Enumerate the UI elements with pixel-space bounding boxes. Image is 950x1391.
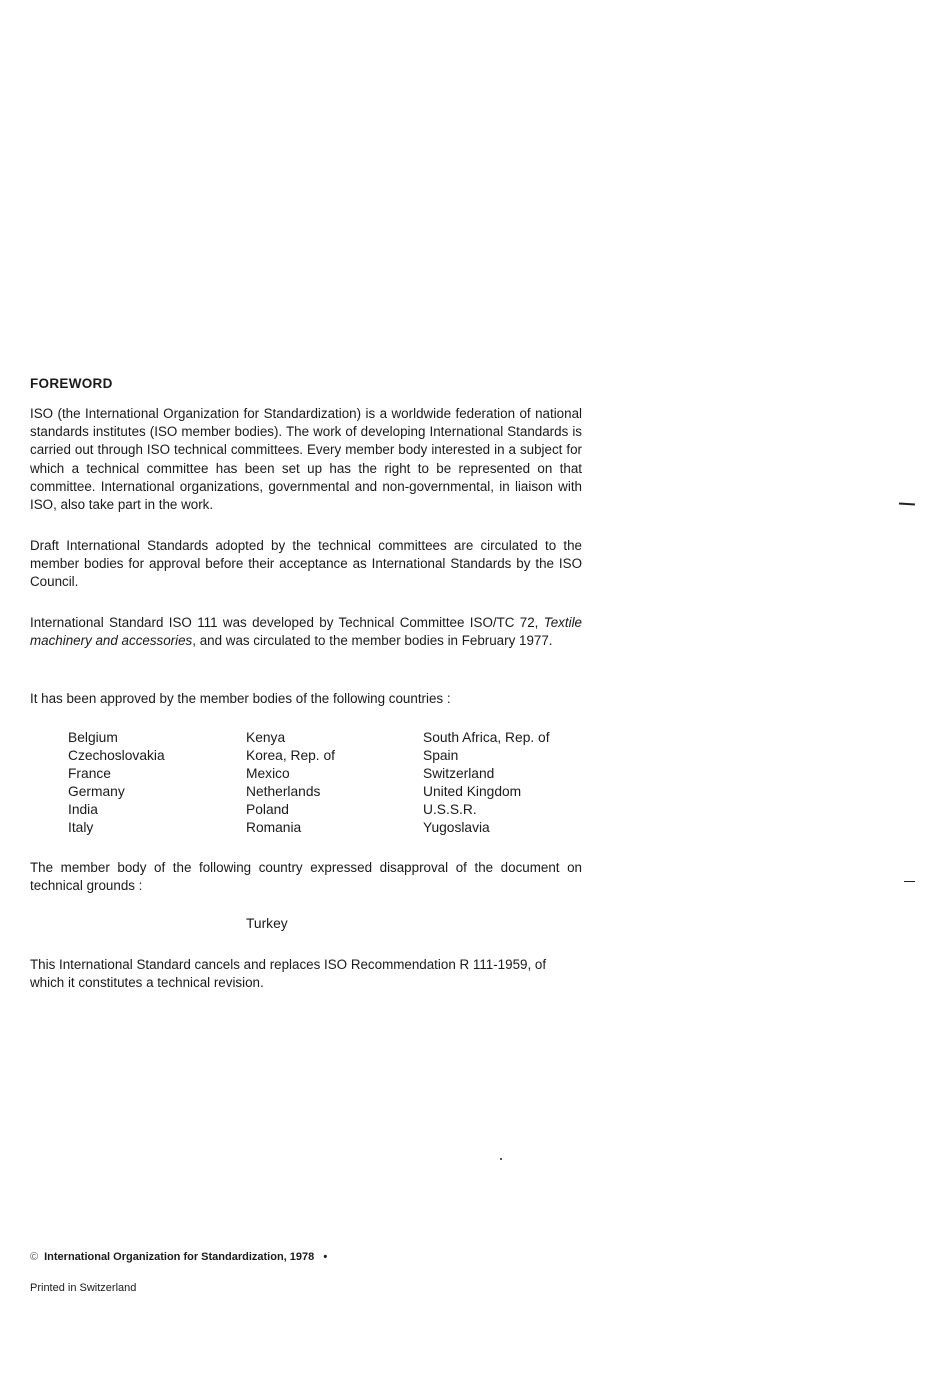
paragraph-approval: It has been approved by the member bodies of the following countries : <box>30 691 451 706</box>
paragraph-iso-intro: ISO (the International Organization for Standardization) is a worldwide federation of national standards institutes (ISO member bodies). The work of developing International Standards is carried out through ISO technical committees. Every member body interested in a subject for which a technical committee has been set up has the right to be represented on that committee. International organizations, governmental and non-governmental, in liaison with ISO, also take part in the work. <box>30 406 582 513</box>
country-item: Korea, Rep. of <box>246 748 335 763</box>
country-item: Romania <box>246 820 302 835</box>
country-item: Netherlands <box>246 784 321 799</box>
countries-column-1 <box>68 729 165 837</box>
paragraph-development-text-2: , and was circulated to the member bodies in February 1977. <box>192 633 553 649</box>
margin-mark <box>899 502 915 505</box>
country-item: Mexico <box>246 766 290 781</box>
copyright-text: International Organization for Standardization, 1978 <box>44 1251 315 1263</box>
country-item: Yugoslavia <box>423 820 490 835</box>
margin-mark <box>904 881 915 882</box>
printed-in: Printed in Switzerland <box>30 1282 137 1294</box>
copyright-symbol: © <box>30 1251 39 1263</box>
copyright-bullet: • <box>323 1251 328 1263</box>
country-item: France <box>68 766 111 781</box>
country-item: Kenya <box>246 730 286 745</box>
country-item: Czechoslovakia <box>68 748 165 763</box>
country-item: Switzerland <box>423 766 495 781</box>
paragraph-replacement: This International Standard cancels and replaces ISO Recommendation R 111-1959, of which it constitutes a technical revision. <box>30 957 547 991</box>
country-item: United Kingdom <box>423 784 522 799</box>
scan-dot <box>500 1158 502 1160</box>
country-item: India <box>68 802 98 817</box>
paragraph-disapproval: The member body of the following country expressed disapproval of the document on technical grounds : <box>30 860 582 894</box>
paragraph-draft-standards: Draft International Standards adopted by the technical committees are circulated to the member bodies for approval before their acceptance as International Standards by the ISO Council. <box>30 538 582 590</box>
country-item: Belgium <box>68 730 118 745</box>
country-item: Spain <box>423 748 459 763</box>
country-item: U.S.S.R. <box>423 802 477 817</box>
committee-title: Textile machinery and accessories <box>30 615 582 649</box>
country-item: Poland <box>246 802 289 817</box>
countries-column-2 <box>246 729 335 837</box>
paragraph-development <box>30 614 582 650</box>
country-item: South Africa, Rep. of <box>423 730 550 745</box>
country-item: Italy <box>68 820 94 835</box>
countries-column-3 <box>423 729 550 837</box>
foreword-heading: FOREWORD <box>30 376 113 391</box>
paragraph-development-text-1: International Standard ISO 111 was developed by Technical Committee ISO/TC 72, <box>30 615 544 630</box>
copyright-line <box>30 1251 327 1263</box>
disapproval-country: Turkey <box>246 916 288 931</box>
country-item: Germany <box>68 784 125 799</box>
